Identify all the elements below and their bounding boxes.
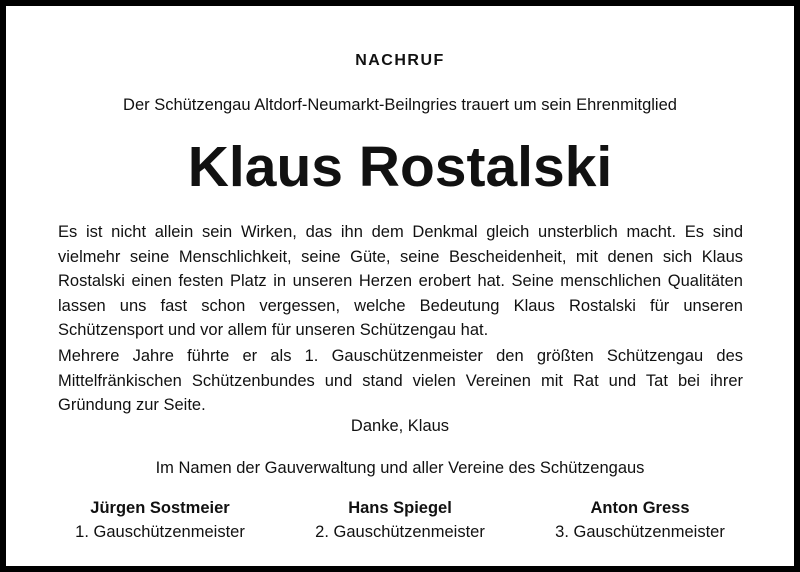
signatory-name: Anton Gress <box>590 499 690 517</box>
signatory-title: 2. Gauschützenmeister <box>315 523 485 541</box>
signatory-title: 1. Gauschützenmeister <box>75 523 245 541</box>
deceased-name: Klaus Rostalski <box>187 135 613 199</box>
signoff-line: Im Namen der Gauverwaltung und aller Vereine des Schützengaus <box>155 459 645 477</box>
notice-subline: Der Schützengau Altdorf-Neumarkt-Beilngries trauert um sein Ehrenmitglied <box>123 96 677 114</box>
biography-paragraph: Mehrere Jahre führte er als 1. Gauschützenmeister den größten Schützengau des Mittelfränkischen Schützenbundes und stand vielen Vereinen mit Rat und Tat bei ihrer Gründung zur Seite. <box>58 347 743 414</box>
signatory-2 <box>280 496 520 544</box>
notice-heading: NACHRUF <box>355 52 445 69</box>
signatory-1 <box>40 496 280 544</box>
signatory-name: Hans Spiegel <box>348 499 452 517</box>
signatory-name: Jürgen Sostmeier <box>90 499 230 517</box>
signatory-3 <box>520 496 760 544</box>
signatory-title: 3. Gauschützenmeister <box>555 523 725 541</box>
tribute-paragraph: Es ist nicht allein sein Wirken, das ihn dem Denkmal gleich unsterblich macht. Es sind vielmehr seine Menschlichkeit, seine Güte, seine Bescheidenheit, mit denen sich Klaus Rostalski einen festen Platz in unseren Herzen erobert hat. Seine menschlichen Qualitäten lassen uns fast schon vergessen, welche Bedeutung Klaus Rostalski für unseren Schützensport und vor allem für unseren Schützengau hat. <box>58 223 743 339</box>
thanks-line: Danke, Klaus <box>350 417 450 435</box>
